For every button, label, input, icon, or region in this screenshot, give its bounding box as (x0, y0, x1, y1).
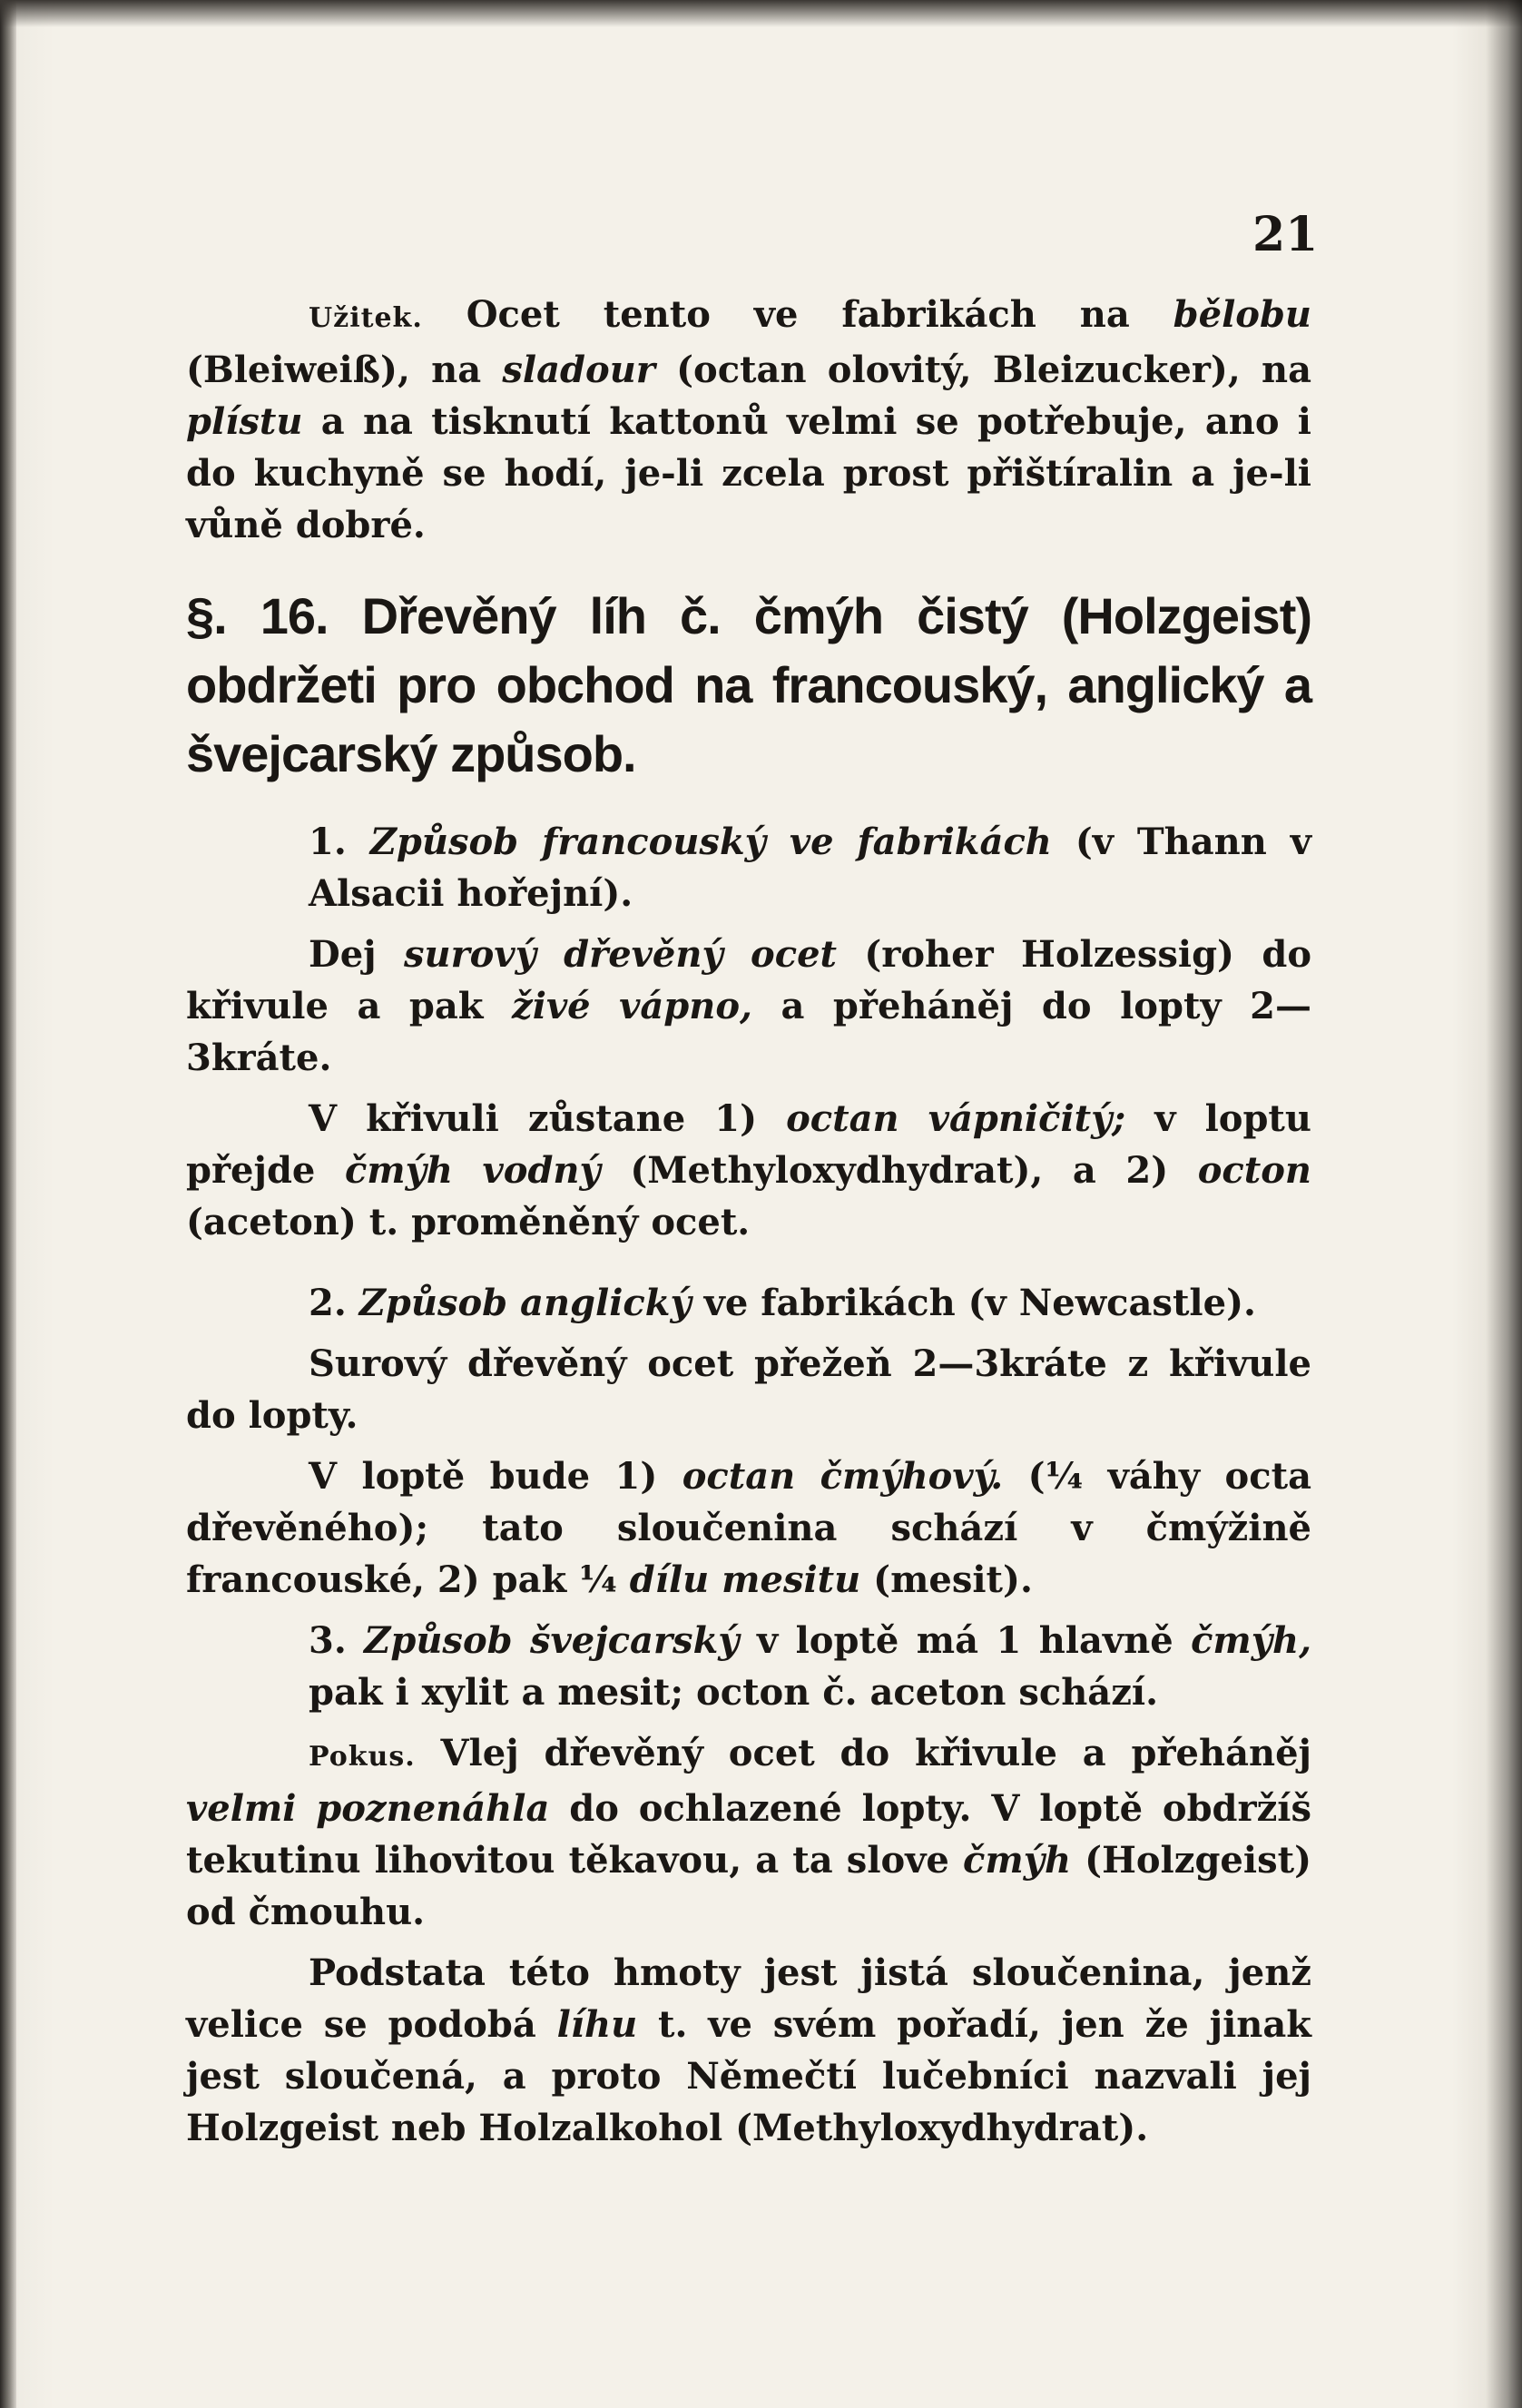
paragraph-method-1: 1. Způsob francouský ve fabrikách (v Thann v Alsacii hořejní). (309, 821, 1312, 915)
page-top-shadow (0, 0, 1522, 27)
paragraph-pokus: Pokus. Vlej dřevěný ocet do křivule a přeháněj velmi poznenáhla do ochlazené lopty. V loptě obdržíš tekutinu lihovitou těkavou, a ta slove čmýh (Holzgeist) od čmouhu. (186, 1732, 1312, 1933)
paragraph-v-krivuli: V křivuli zůstane 1) octan vápničitý; v loptu přejde čmýh vodný (Methyloxydhydrat), a 2) octon (aceton) t. proměněný ocet. (186, 1097, 1311, 1243)
page-right-shadow (1486, 0, 1522, 2408)
paragraph-dej: Dej surový dřevěný ocet (roher Holzessig) do křivule a pak živé vápno, a přeháněj do lopty 2—3kráte. (186, 933, 1312, 1079)
section-heading: §. 16. Dřevěný líh č. čmýh čistý (Holzgeist) obdržeti pro obchod na francouský, anglický a švejcarský způsob. (186, 587, 1311, 782)
paragraph-podstata: Podstata této hmoty jest jistá sloučenina, jenž velice se podobá líhu t. ve svém pořadí, jen že jinak jest sloučená, a proto Němečtí lučebníci nazvali jej Holzgeist neb Holzalkohol (Methyloxydhydrat). (186, 1951, 1311, 2149)
spacer (186, 1257, 1311, 1277)
paragraph-method-3: 3. Způsob švejcarský v loptě má 1 hlavně čmýh, pak i xylit a mesit; octon č. aceton schází. (309, 1619, 1312, 1714)
page-number: 21 (1252, 207, 1319, 262)
body-text (186, 289, 1311, 2163)
book-spine (0, 0, 16, 2408)
paragraph-uzitek: Užitek. Ocet tento ve fabrikách na bělobu (Bleiweiß), na sladour (octan olovitý, Bleizucker), na plístu a na tisknutí kattonů velmi se potřebuje, ano i do kuchyně se hodí, je-li zcela prost přištíralin a je-li vůně dobré. (186, 293, 1311, 546)
paragraph-method-2: 2. Způsob anglický ve fabrikách (v Newcastle). (309, 1282, 1256, 1324)
paragraph-v-lopte: V loptě bude 1) octan čmýhový. (¼ váhy octa dřevěného); tato sloučenina schází v čmýžině francouské, 2) pak ¼ dílu mesitu (mesit). (186, 1455, 1311, 1601)
paragraph-label: Pokus. (309, 1741, 416, 1773)
paragraph-label: Užitek. (309, 302, 423, 334)
paragraph-surovy: Surový dřevěný ocet přežeň 2—3kráte z křivule do lopty. (186, 1342, 1311, 1437)
